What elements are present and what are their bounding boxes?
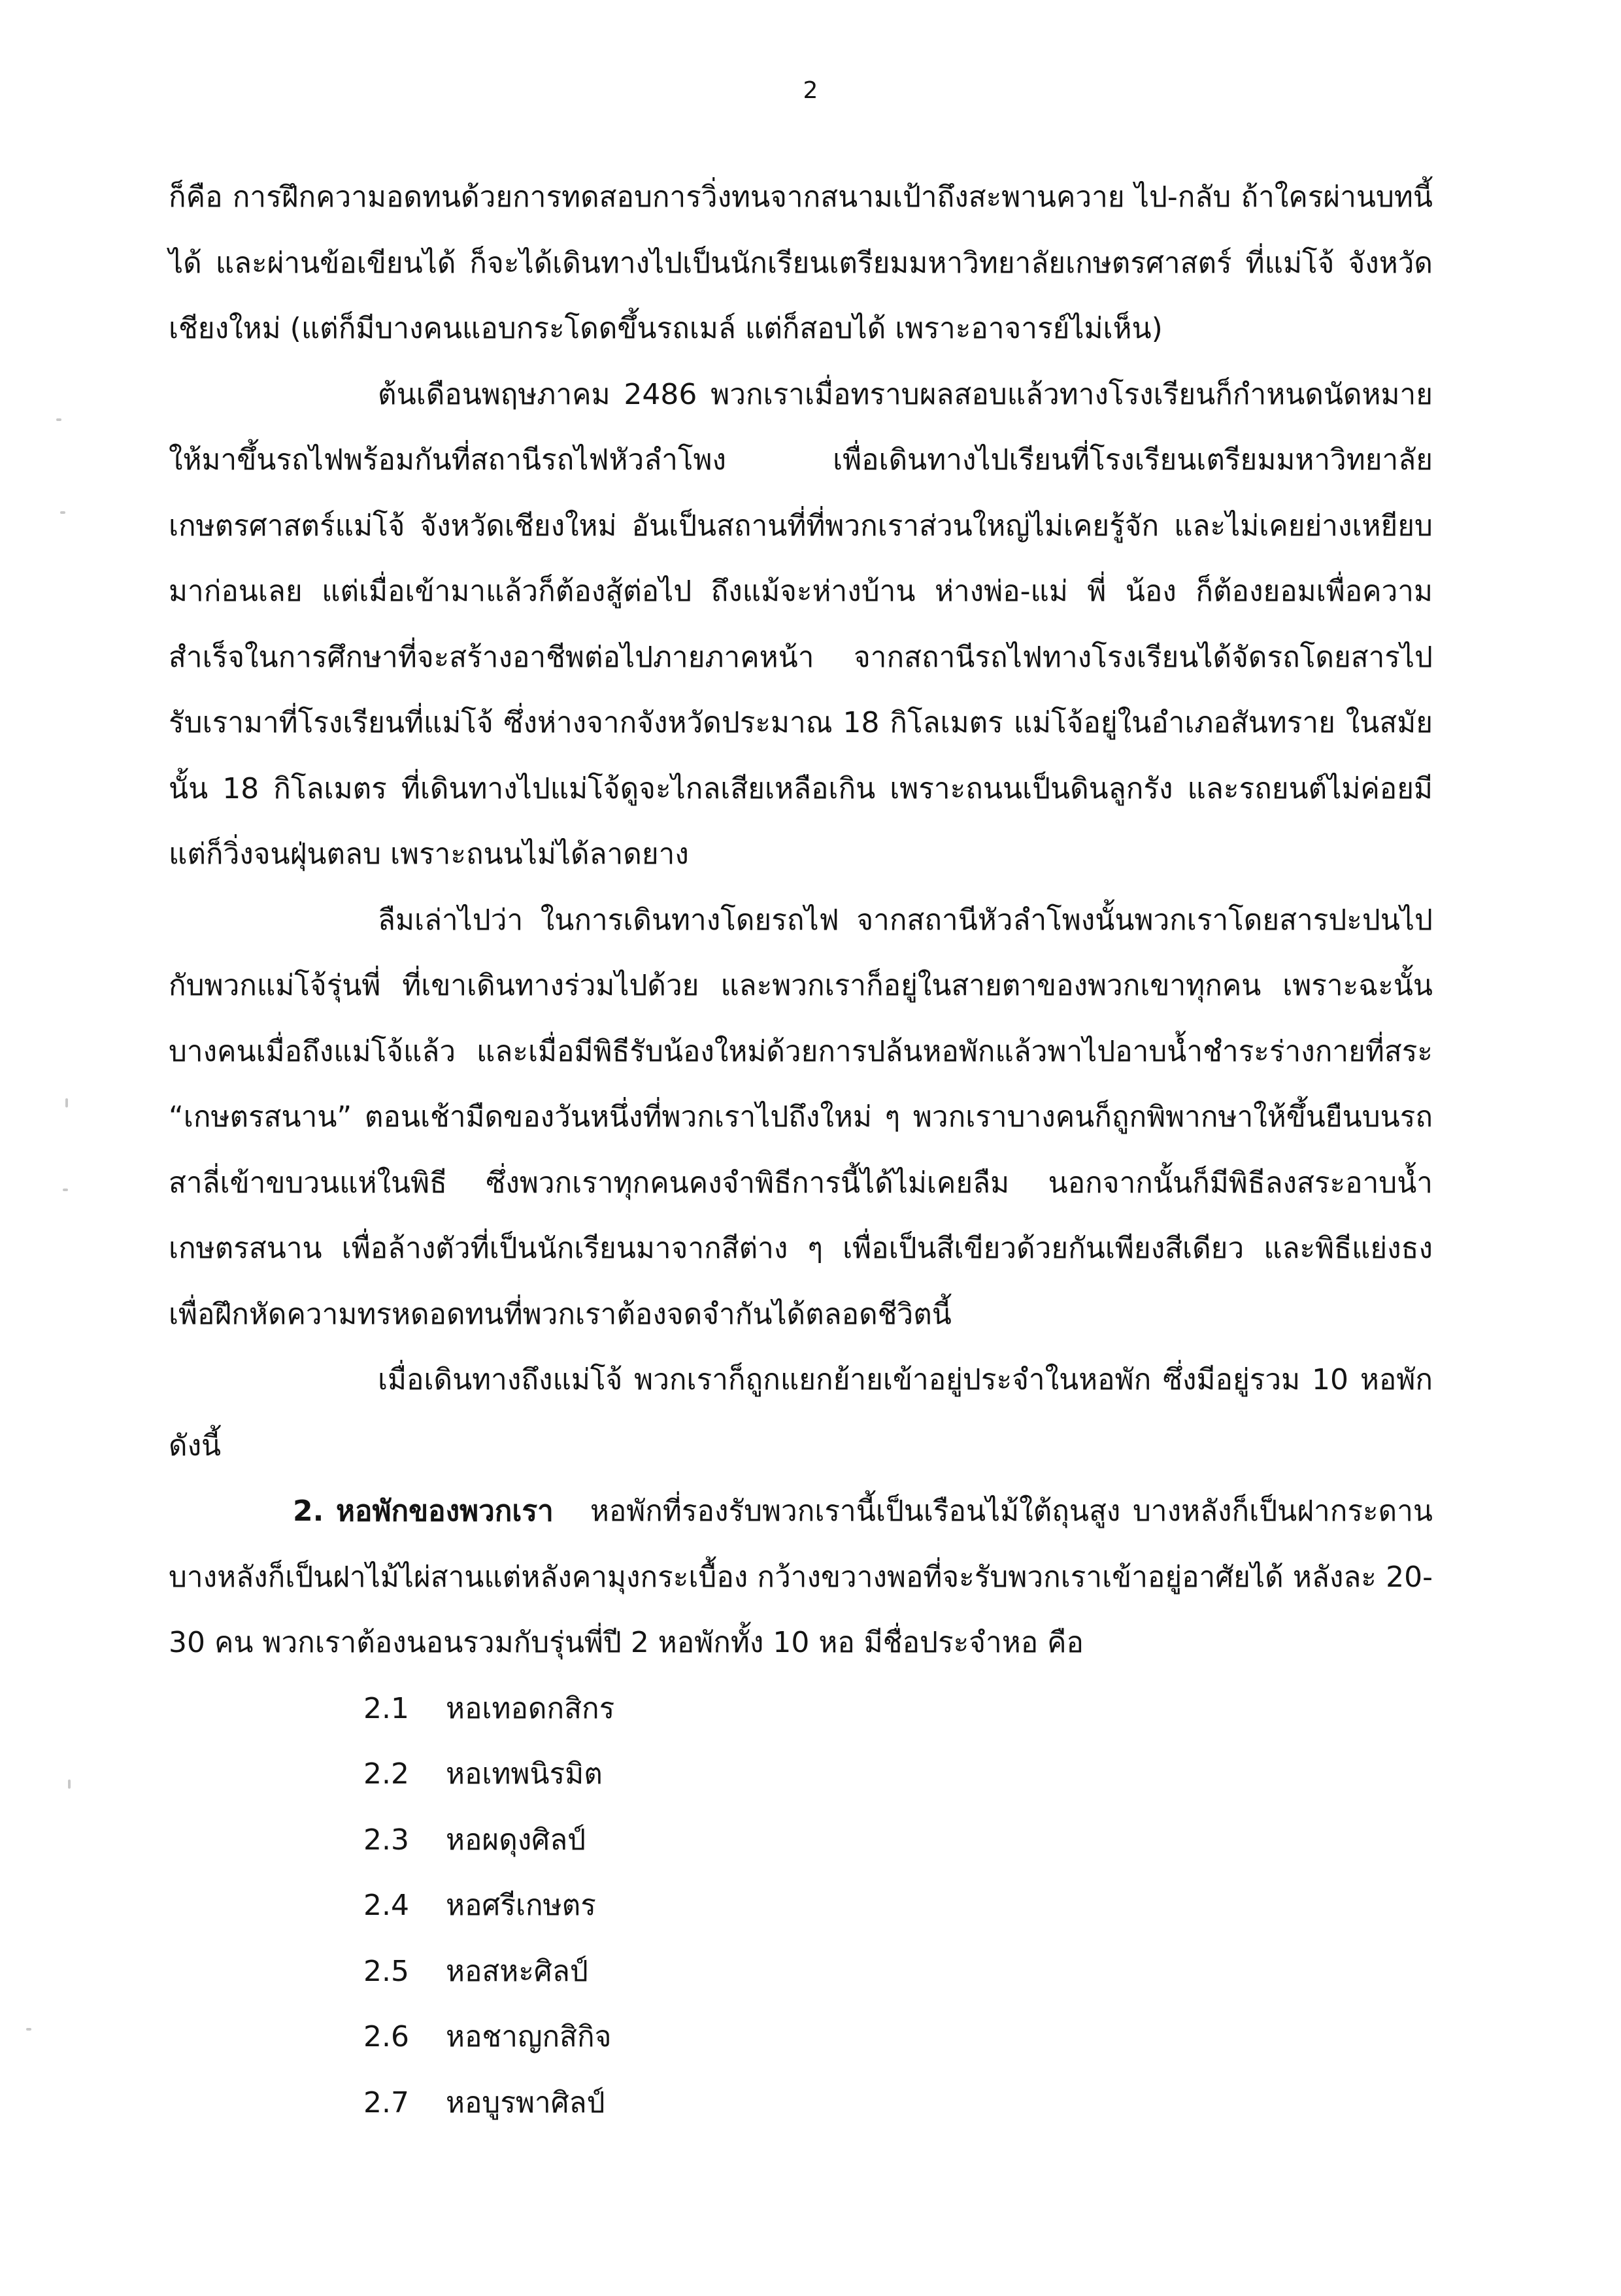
dormitory-name: หอเทพนิรมิต — [446, 1757, 603, 1791]
dormitory-name: หอเทอดกสิกร — [446, 1691, 615, 1725]
dormitory-number: 2.7 — [363, 2085, 409, 2119]
scan-speck — [63, 1189, 68, 1191]
dormitory-item — [363, 1676, 1433, 1742]
dormitory-list — [169, 1676, 1433, 2136]
dormitory-name: หอสหะศิลป์ — [446, 1954, 588, 1988]
paragraph-exam-intro: ก็คือ การฝึกความอดทนด้วยการทดสอบการวิ่งทนจากสนามเป้าถึงสะพานควาย ไป-กลับ ถ้าใครผ่านบทนี้ได้ และผ่านข้อเขียนได้ ก็จะได้เดินทางไปเป็นนักเรียนเตรียมมหาวิทยาลัยเกษตรศาสตร์ ที่แม่โจ้ จังหวัดเชียงใหม่ (แต่ก็มีบางคนแอบกระโดดขึ้นรถเมล์ แต่ก็สอบได้ เพราะอาจารย์ไม่เห็น) — [169, 180, 1433, 345]
dormitory-number: 2.6 — [363, 2020, 409, 2053]
dormitory-number: 2.5 — [363, 1954, 409, 1988]
scan-speck — [68, 1780, 71, 1789]
section-dormitories — [169, 1479, 1433, 1676]
dormitory-item — [363, 1939, 1433, 2005]
section-number: 2. — [293, 1494, 324, 1528]
scan-speck — [60, 511, 65, 514]
page-number: 2 — [803, 77, 818, 104]
dormitory-number: 2.3 — [363, 1823, 409, 1857]
dormitory-item — [363, 1742, 1433, 1808]
section-text: หอพักที่รองรับพวกเรานี้เป็นเรือนไม้ใต้ถุนสูง บางหลังก็เป็นฝากระดาน บางหลังก็เป็นฝาไม้ไผ่สานแต่หลังคามุงกระเบื้อง กว้างขวางพอที่จะรับพวกเราเข้าอยู่อาศัยได้ หลังละ 20-30 คน พวกเราต้องนอนรวมกับรุ่นพี่ปี 2 หอพักทั้ง 10 หอ มีชื่อประจำหอ คือ — [169, 1494, 1433, 1659]
dormitory-item — [363, 1873, 1433, 1939]
scan-speck — [56, 418, 61, 421]
document-body — [169, 165, 1433, 2136]
paragraph-train-ceremony: ลืมเล่าไปว่า ในการเดินทางโดยรถไฟ จากสถานีหัวลำโพงนั้นพวกเราโดยสารปะปนไปกับพวกแม่โจ้รุ่นพี่ ที่เขาเดินทางร่วมไปด้วย และพวกเราก็อยู่ในสายตาของพวกเขาทุกคน เพราะฉะนั้นบางคนเมื่อถึงแม่โจ้แล้ว และเมื่อมีพิธีรับน้องใหม่ด้วยการปล้นหอพักแล้วพาไปอาบน้ำชำระร่างกายที่สระ “เกษตรสนาน” ตอนเช้ามืดของวันหนึ่งที่พวกเราไปถึงใหม่ ๆ พวกเราบางคนก็ถูกพิพากษาให้ขึ้นยืนบนรถสาลี่เข้าขบวนแห่ในพิธี ซึ่งพวกเราทุกคนคงจำพิธีการนี้ได้ไม่เคยลืม นอกจากนั้นก็มีพิธีลงสระอาบน้ำเกษตรสนาน เพื่อล้างตัวที่เป็นนักเรียนมาจากสีต่าง ๆ เพื่อเป็นสีเขียวด้วยกันเพียงสีเดียว และพิธีแย่งธงเพื่อฝึกหัดความทรหดอดทนที่พวกเราต้องจดจำกันได้ตลอดชีวิตนี้ — [169, 903, 1433, 1331]
dormitory-item — [363, 2070, 1433, 2136]
scan-speck — [65, 1098, 68, 1107]
section-title: หอพักของพวกเรา — [336, 1494, 554, 1528]
paragraph-journey: ต้นเดือนพฤษภาคม 2486 พวกเราเมื่อทราบผลสอบแล้วทางโรงเรียนก็กำหนดนัดหมายให้มาขึ้นรถไฟพร้อมกันที่สถานีรถไฟหัวลำโพง เพื่อเดินทางไปเรียนที่โรงเรียนเตรียมมหาวิทยาลัยเกษตรศาสตร์แม่โจ้ จังหวัดเชียงใหม่ อันเป็นสถานที่ที่พวกเราส่วนใหญ่ไม่เคยรู้จัก และไม่เคยย่างเหยียบมาก่อนเลย แต่เมื่อเข้ามาแล้วก็ต้องสู้ต่อไป ถึงแม้จะห่างบ้าน ห่างพ่อ-แม่ พี่ น้อง ก็ต้องยอมเพื่อความสำเร็จในการศึกษาที่จะสร้างอาชีพต่อไปภายภาคหน้า จากสถานีรถไฟทางโรงเรียนได้จัดรถโดยสารไปรับเรามาที่โรงเรียนที่แม่โจ้ ซึ่งห่างจากจังหวัดประมาณ 18 กิโลเมตร แม่โจ้อยู่ในอำเภอสันทราย ในสมัยนั้น 18 กิโลเมตร ที่เดินทางไปแม่โจ้ดูจะไกลเสียเหลือเกิน เพราะถนนเป็นดินลูกรัง และรถยนต์ไม่ค่อยมี แต่ก็วิ่งจนฝุ่นตลบ เพราะถนนไม่ได้ลาดยาง — [169, 377, 1433, 871]
dormitory-item — [363, 2004, 1433, 2070]
paragraph-dorm-intro: เมื่อเดินทางถึงแม่โจ้ พวกเราก็ถูกแยกย้ายเข้าอยู่ประจำในหอพัก ซึ่งมีอยู่รวม 10 หอพัก ดังนี้ — [169, 1363, 1433, 1462]
dormitory-number: 2.1 — [363, 1691, 409, 1725]
dormitory-number: 2.2 — [363, 1757, 409, 1791]
dormitory-name: หอชาญกสิกิจ — [446, 2020, 612, 2053]
scan-speck — [26, 2028, 31, 2031]
dormitory-name: หอบูรพาศิลป์ — [446, 2085, 605, 2119]
dormitory-name: หอศรีเกษตร — [446, 1889, 596, 1922]
dormitory-name: หอผดุงศิลป์ — [446, 1823, 586, 1857]
dormitory-number: 2.4 — [363, 1889, 409, 1922]
dormitory-item — [363, 1808, 1433, 1874]
